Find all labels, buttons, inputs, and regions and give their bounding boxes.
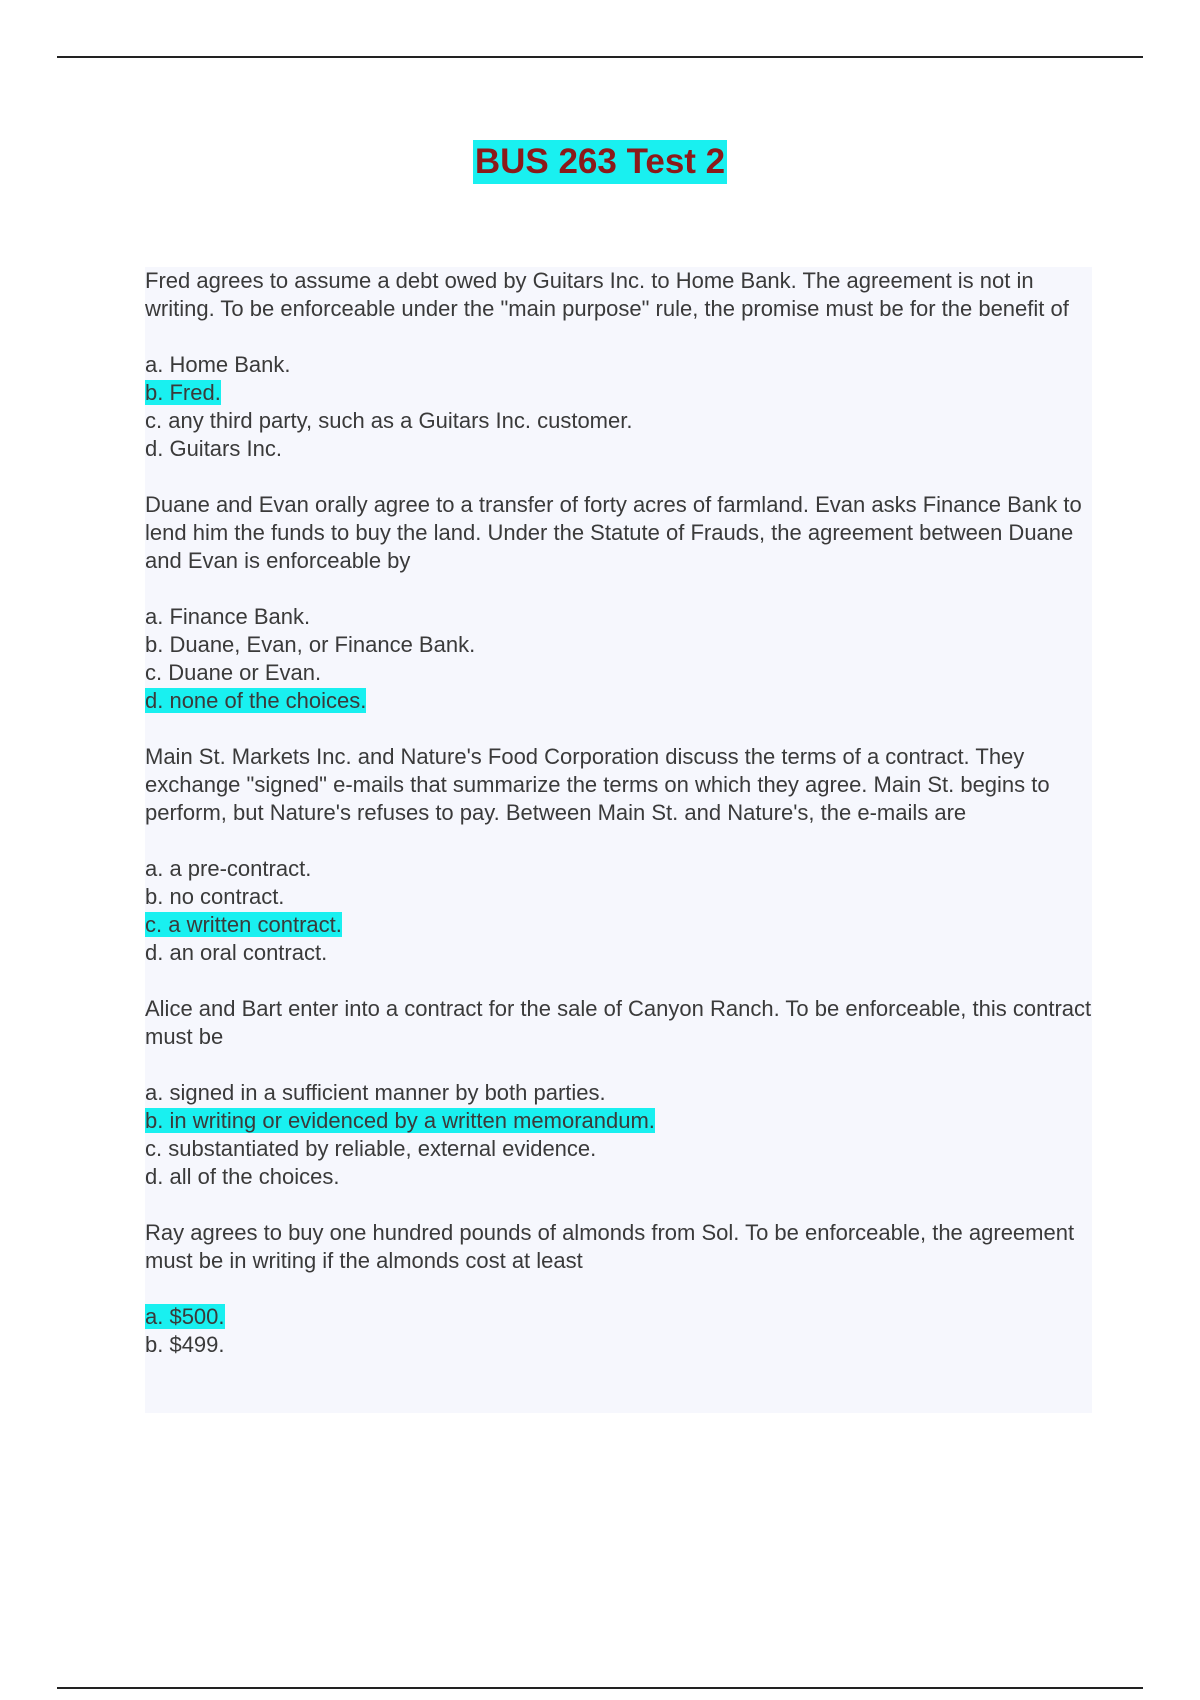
question-text: Fred agrees to assume a debt owed by Guitars Inc. to Home Bank. The agreement is not in writing. To be enforceable under the "main purpose" rule, the promise must be for the benefit of (145, 268, 1069, 321)
answer-option-text: b. Fred. (145, 380, 221, 405)
answer-option (145, 855, 1092, 883)
question-block (145, 267, 1092, 463)
question-block (145, 1219, 1092, 1359)
question-list (145, 267, 1092, 1359)
question-block (145, 491, 1092, 715)
question-panel (145, 267, 1092, 1413)
answer-option-text: c. any third party, such as a Guitars Inc. customer. (145, 408, 633, 433)
answer-option (145, 631, 1092, 659)
answer-option-correct (145, 1107, 1092, 1135)
bottom-rule (57, 1687, 1143, 1689)
question-text: Duane and Evan orally agree to a transfer of forty acres of farmland. Evan asks Finance Bank to lend him the funds to buy the land. Under the Statute of Frauds, the agreement between Duane and Evan is enforceable by (145, 492, 1082, 573)
answer-option-text: c. substantiated by reliable, external evidence. (145, 1136, 597, 1161)
answer-option-text: b. in writing or evidenced by a written memorandum. (145, 1108, 655, 1133)
answer-option-text: a. a pre-contract. (145, 856, 312, 881)
answer-option (145, 1331, 1092, 1359)
answer-option (145, 1079, 1092, 1107)
answer-option-text: c. Duane or Evan. (145, 660, 322, 685)
answer-option-text: d. none of the choices. (145, 688, 367, 713)
answer-option-text: a. Finance Bank. (145, 604, 311, 629)
question-text: Ray agrees to buy one hundred pounds of almonds from Sol. To be enforceable, the agreement must be in writing if the almonds cost at least (145, 1220, 1075, 1273)
answer-option-text: a. signed in a sufficient manner by both parties. (145, 1080, 606, 1105)
answer-option-text: b. Duane, Evan, or Finance Bank. (145, 632, 476, 657)
answer-option-text: c. a written contract. (145, 912, 342, 937)
question-block (145, 995, 1092, 1191)
answer-option-text: a. Home Bank. (145, 352, 291, 377)
answer-option-correct (145, 1303, 1092, 1331)
answer-option-text: b. $499. (145, 1332, 225, 1357)
answer-option (145, 1163, 1092, 1191)
answer-option-text: a. $500. (145, 1304, 225, 1329)
answer-option-correct (145, 687, 1092, 715)
question-text: Main St. Markets Inc. and Nature's Food Corporation discuss the terms of a contract. They exchange "signed" e-mails that summarize the terms on which they agree. Main St. begins to perform, but Nature's refuses to pay. Between Main St. and Nature's, the e-mails are (145, 744, 1050, 825)
page-title: BUS 263 Test 2 (473, 140, 727, 184)
answer-option-text: d. Guitars Inc. (145, 436, 282, 461)
answer-option-text: d. an oral contract. (145, 940, 328, 965)
answer-option (145, 603, 1092, 631)
answer-option (145, 883, 1092, 911)
question-block (145, 743, 1092, 967)
top-rule (57, 56, 1143, 58)
answer-option (145, 659, 1092, 687)
answer-option-correct (145, 379, 1092, 407)
title-container (0, 140, 1200, 184)
answer-option (145, 351, 1092, 379)
answer-option (145, 435, 1092, 463)
answer-option (145, 939, 1092, 967)
answer-option-correct (145, 911, 1092, 939)
question-text: Alice and Bart enter into a contract for the sale of Canyon Ranch. To be enforceable, this contract must be (145, 996, 1092, 1049)
answer-option-text: d. all of the choices. (145, 1164, 340, 1189)
answer-option (145, 1135, 1092, 1163)
answer-option (145, 407, 1092, 435)
answer-option-text: b. no contract. (145, 884, 285, 909)
